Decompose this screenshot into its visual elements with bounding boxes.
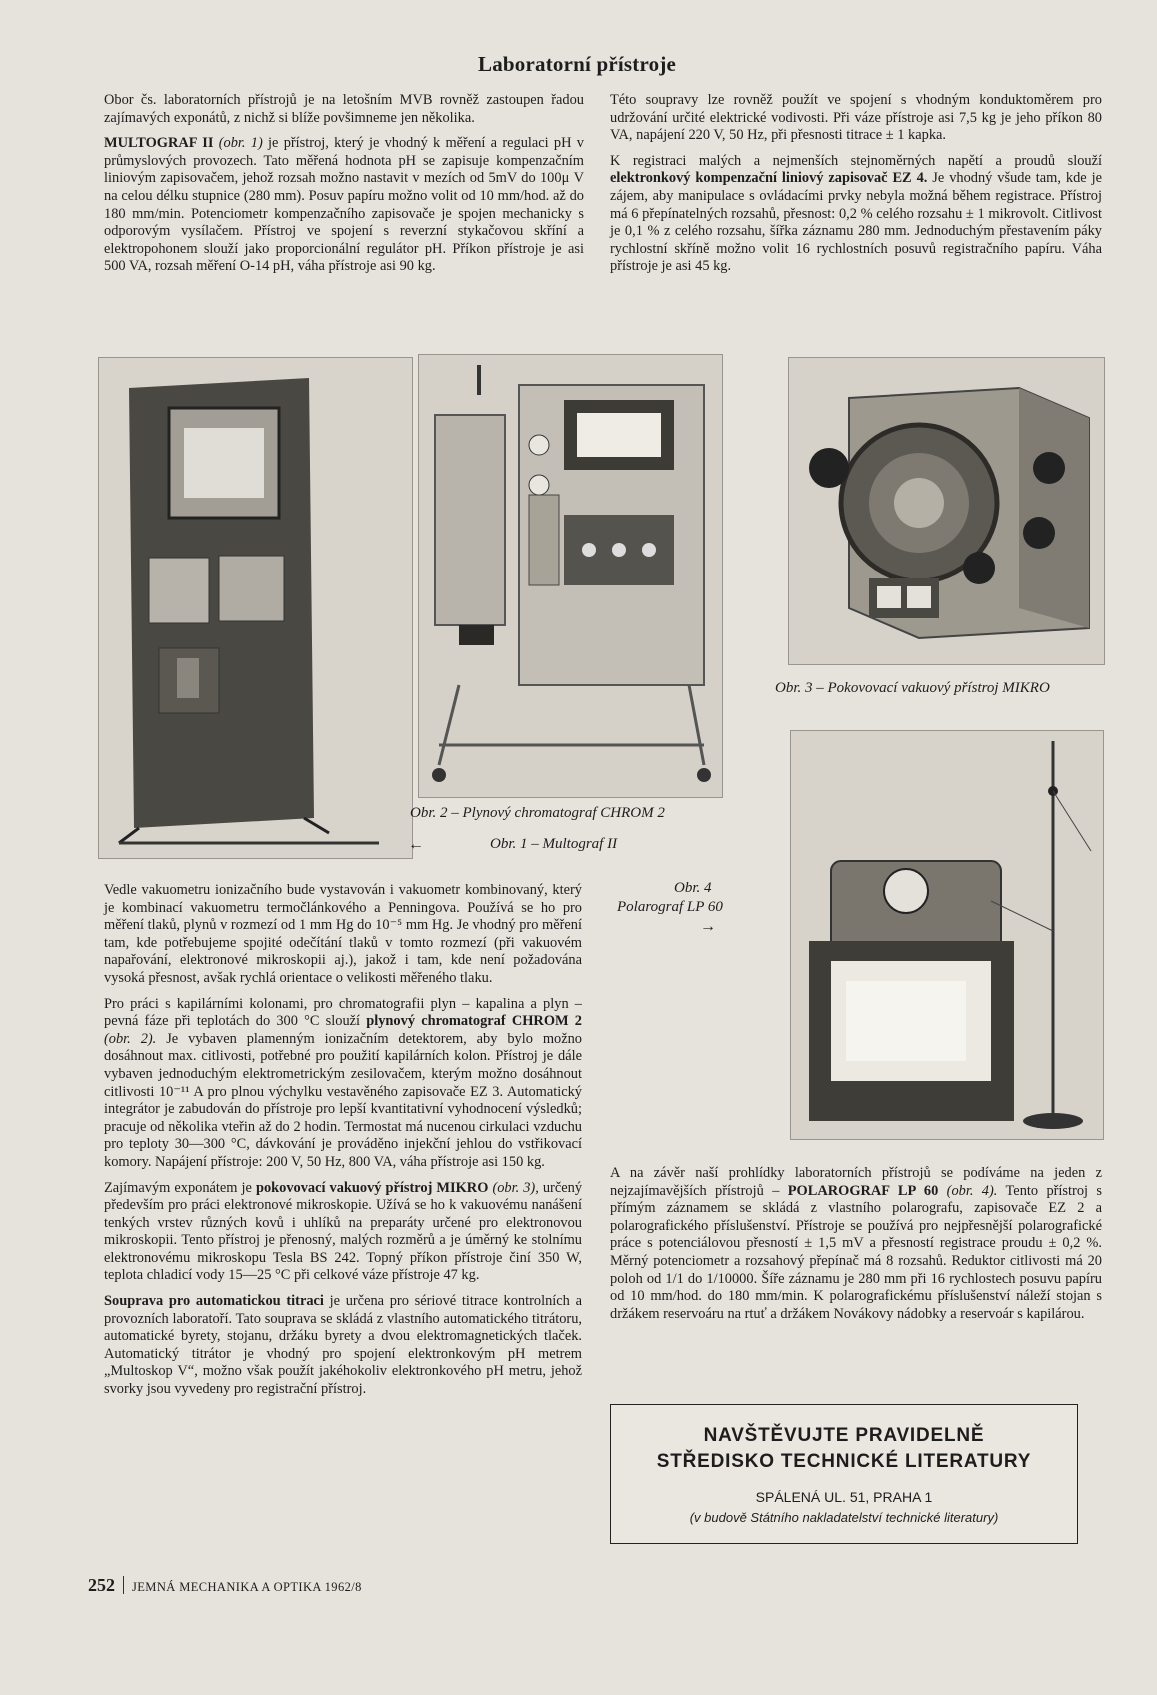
paragraph-conductometer: Této soupravy lze rovněž použít ve spojení s vhodným konduktoměrem pro udržování určité elektrické vodivosti. Při váze přístroje asi 7,5 kg je jeho příkon 80 VA, napájení 220 V, 50 Hz, při přesnosti titrace ± 1 kapka. bbox=[610, 92, 1102, 144]
left-top-column bbox=[104, 92, 584, 284]
photo-chrom2 bbox=[418, 354, 723, 798]
chrom2-text: Je vybaven plamenným ionizačním detektorem, aby bylo možno dosáhnout max. citlivosti, potřebné pro použití kapilárních kolon. Přístroj je dále vybaven jednoduchým elektrometrickým zesilovačem, kterým možno dosáhnout citlivosti 10⁻¹¹ A pro plnou výchylku vestavěného zapisovače EZ 3. Automatický integrátor je zabudován do přístroje pro lepší kvantitativní vyhodnocení výsledků; pracuje od několika vteřin až do 2 hodin. Termostat má nucenou cirkulaci vzduchu pro teploty 30—300 °C, dávkování je prováděno injekční jehlou do vstřikovací komory. Napájení přístroje: 200 V, 50 Hz, 800 VA, váha přístroje asi 150 kg. bbox=[104, 1030, 582, 1170]
journal-name: JEMNÁ MECHANIKA A OPTIKA 1962/8 bbox=[132, 1580, 362, 1594]
ad-address: SPÁLENÁ UL. 51, PRAHA 1 bbox=[755, 1489, 933, 1505]
polarograf-name: POLAROGRAF LP 60 bbox=[787, 1182, 939, 1199]
advertisement-box bbox=[610, 1404, 1078, 1544]
ez4-intro: K registraci malých a nejmenších stejnoměrných napětí a proudů slouží bbox=[610, 152, 1102, 169]
multograf-name: MULTOGRAF II bbox=[104, 135, 214, 152]
multograf-text: je přístroj, který je vhodný k měření a regulaci pH v průmyslových provozech. Tato měřená hodnota pH se zapisuje kompenzačním liniovým zapisovačem, jehož rozsah možno nastavit v mezích od 5mV do 100μ V na celou délku stupnice (280 mm). Posuv papíru možno volit od 10 mm/hod. až do 180 mm/min. Potenciometr kompenzačního zapisovače je spojen mechanicky s odporovým vysílačem. Přístroj ve spojení s reverzní stykačovou skříní a elektropohonem slouží jako proporcionální regulátor pH. Příkon přístroje je asi 500 VA, rozsah měření O-14 pH, váha přístroje asi 90 kg. bbox=[104, 135, 584, 275]
mikro-text: určený především pro práci elektronové mikroskopie. Užívá se ho k vakuovému nanášení tenkých vrstev různých kovů i uhlíků na preparáty určené pro elektronovou mikroskopii. Tento přístroj je přenosný, malých rozměrů a je úměrný ke stolnímu elektronovému mikroskopu Tesla BS 242. Topný příkon přístroje činí 350 W, teplota chladicí vody 15—25 °C při celkové váze přístroje 47 kg. bbox=[104, 1179, 583, 1284]
caption-obr1: Obr. 1 – Multograf II bbox=[490, 836, 618, 852]
right-top-column bbox=[610, 92, 1102, 284]
caption-obr4-arrow: → bbox=[700, 918, 716, 935]
page-number: 252 bbox=[88, 1575, 115, 1595]
paragraph-polarograf bbox=[610, 1165, 1102, 1323]
polarograf-illustration bbox=[791, 731, 1103, 1139]
mikro-name: pokovovací vakuový přístroj MIKRO bbox=[255, 1179, 489, 1196]
mikro-intro: Zajímavým exponátem je bbox=[104, 1179, 252, 1196]
titrace-text: je určena pro sériové titrace kontrolních a provozních laboratoří. Tato souprava se skládá z vlastního automatického titrátoru, automatické byrety, stojanu, držáku byrety a dvou elektromagnetických tlaček. Automatický titrátor je vhodný pro spojení elektronkovým pH metrem „Multoskop V“, možno však použít jakéhokoliv elektronkového pH metru, jehož svorky jsou vyvedeny pro registrační přístroj. bbox=[104, 1293, 582, 1398]
chrom2-intro: Pro práci s kapilárními kolonami, pro chromatografii plyn – kapalina a plyn – pevná fáze při teplotách do 300 °C slouží bbox=[104, 995, 582, 1030]
titrace-name: Souprava pro automatickou titraci bbox=[104, 1293, 324, 1310]
photo-mikro bbox=[788, 357, 1105, 665]
photo-polarograf bbox=[790, 730, 1104, 1140]
ad-note: (v budově Státního nakladatelství technické literatury) bbox=[689, 1510, 999, 1525]
page-footer bbox=[88, 1575, 362, 1596]
photo-multograf bbox=[98, 357, 413, 859]
caption-obr1-arrow: ← bbox=[408, 836, 424, 853]
paragraph-ez4 bbox=[610, 153, 1102, 276]
ez4-name: elektronkový kompenzační liniový zapisovač EZ 4. bbox=[610, 170, 928, 187]
paragraph-mikro bbox=[104, 1180, 582, 1286]
polarograf-figure-ref: (obr. 4). bbox=[946, 1182, 998, 1199]
mikro-figure-ref: (obr. 3), bbox=[492, 1179, 539, 1196]
mikro-illustration bbox=[789, 358, 1104, 664]
ad-headline-2: STŘEDISKO TECHNICKÉ LITERATURY bbox=[656, 1451, 1032, 1472]
caption-obr4-number: Obr. 4 bbox=[674, 880, 712, 896]
paragraph-multograf bbox=[104, 135, 584, 276]
ad-headline-1: NAVŠTĚVUJTE PRAVIDELNĚ bbox=[703, 1425, 985, 1446]
paragraph-intro: Obor čs. laboratorních přístrojů je na letošním MVB rovněž zastoupen řadou zajímavých exponátů, z nichž si blíže povšimneme jen několika. bbox=[104, 92, 584, 126]
polarograf-intro: A na závěr naší prohlídky laboratorních přístrojů se podíváme na jeden z nejzajímavějších přístrojů – bbox=[610, 1165, 1102, 1199]
ez4-text: Je vhodný všude tam, kde je zájem, aby manipulace s ovládacími prvky nebyla možná během registrace. Přístroj má 6 přepínatelných rozsahů, přesnost: 0,2 % celého rozsahu ± 1 mikrovolt. Citlivost je 0,1 % z celého rozsahu, šířka záznamu 280 mm. Jednoduchým přestavením páky rychlostní skříně možno volit 16 rychlostních posuvů registračního papíru. Váha přístroje je asi 45 kg. bbox=[610, 170, 1102, 275]
chrom2-figure-ref: (obr. 2). bbox=[104, 1030, 157, 1047]
caption-obr4-title: Polarograf LP 60 bbox=[617, 899, 723, 915]
multograf-figure-ref: (obr. 1) bbox=[218, 135, 263, 152]
multograf-illustration bbox=[99, 358, 412, 858]
caption-obr2: Obr. 2 – Plynový chromatograf CHROM 2 bbox=[410, 805, 665, 821]
polarograf-text: Tento přístroj s přímým záznamem se skládá z vlastního polarografu, zapisovače EZ 2 a polarografického příslušenství. Přístroje se používá pro nejpřesnější polarografické práce s potenciálovou přesností ± 1,5 mV a přesností registrace proudu ± 0,2 %. Měrný potenciometr a rozsahový přepínač má 8 rozsahů. Reduktor citlivosti má 20 poloh od 1/1 do 1/10000. Šíře záznamu je 280 mm při 16 rychlostech posuvu papíru od 10 mm/hod. do 180 mm/min. K polarografickému příslušenství náleží stojan s držákem reservoáru na rtuť a držákem Novákovy nádobky a reservoár s kapilárou. bbox=[610, 1182, 1102, 1322]
paragraph-titrace bbox=[104, 1293, 582, 1399]
left-bottom-column bbox=[104, 882, 582, 1407]
caption-obr3: Obr. 3 – Pokovovací vakuový přístroj MIKRO bbox=[775, 680, 1050, 696]
chrom2-name: plynový chromatograf CHROM 2 bbox=[366, 1013, 582, 1030]
right-bottom-column bbox=[610, 1165, 1102, 1331]
paragraph-vakuometr: Vedle vakuometru ionizačního bude vystavován i vakuometr kombinovaný, který je kombinací vakuometru termočlánkového a Penningova. Používá se ho pro měření tlaků, plynů v rozmezí od 1 mm Hg do 10⁻⁵ mm Hg. Je vhodný pro měření tam, kde potřebujeme spojité odečítání tlaků v tomto rozmezí (při vakuovém napařování, elektronové mikroskopii aj.), jakož i tam, kde není požadována vysoká přesnost, avšak rychlá orientace o velikosti měřeného tlaku. bbox=[104, 882, 582, 986]
paragraph-chrom2 bbox=[104, 996, 582, 1172]
article-title: Laboratorní přístroje bbox=[478, 52, 677, 76]
footer-divider bbox=[123, 1576, 124, 1594]
chrom2-illustration bbox=[419, 355, 722, 797]
